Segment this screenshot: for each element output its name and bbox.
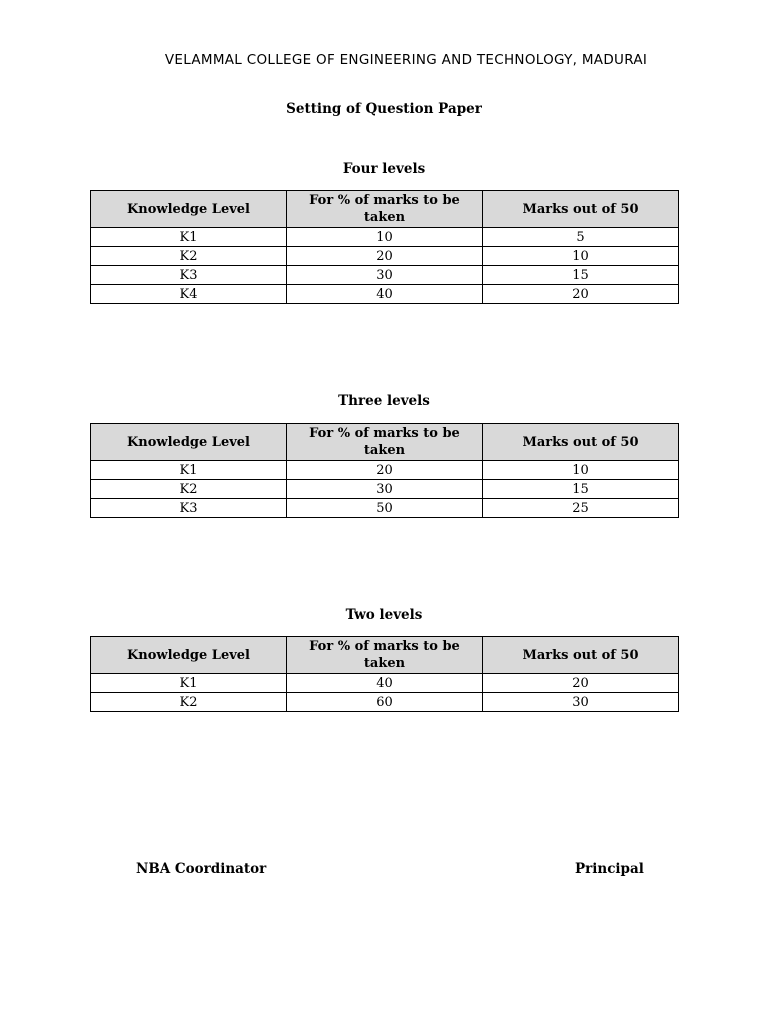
signature-nba-coordinator: NBA Coordinator xyxy=(136,861,267,877)
cell-percent-marks: 40 xyxy=(287,674,483,693)
section-title-four-levels: Four levels xyxy=(342,161,426,177)
cell-percent-marks: 30 xyxy=(287,480,483,499)
column-header-percent-marks: For % of marks to be taken xyxy=(287,424,483,461)
cell-percent-marks: 20 xyxy=(287,247,483,266)
cell-marks: 20 xyxy=(483,285,679,304)
column-header-percent-marks: For % of marks to be taken xyxy=(287,637,483,674)
table-row xyxy=(91,461,679,480)
cell-knowledge-level: K2 xyxy=(91,247,287,266)
table-row xyxy=(91,480,679,499)
cell-marks: 10 xyxy=(483,461,679,480)
table-row xyxy=(91,693,679,712)
cell-marks: 25 xyxy=(483,499,679,518)
table-header-row xyxy=(91,637,679,674)
column-header-marks-out-of-50: Marks out of 50 xyxy=(483,424,679,461)
signature-principal: Principal xyxy=(575,861,644,877)
table-three-levels xyxy=(90,423,679,518)
section-title-three-levels: Three levels xyxy=(338,393,430,409)
college-name: VELAMMAL COLLEGE OF ENGINEERING AND TECHNOLOGY, MADURAI xyxy=(164,52,648,68)
cell-percent-marks: 20 xyxy=(287,461,483,480)
column-header-knowledge-level: Knowledge Level xyxy=(91,191,287,228)
column-header-knowledge-level: Knowledge Level xyxy=(91,637,287,674)
table-header-row xyxy=(91,424,679,461)
cell-knowledge-level: K3 xyxy=(91,499,287,518)
cell-percent-marks: 30 xyxy=(287,266,483,285)
section-title-two-levels: Two levels xyxy=(345,607,423,623)
column-header-knowledge-level: Knowledge Level xyxy=(91,424,287,461)
column-header-marks-out-of-50: Marks out of 50 xyxy=(483,637,679,674)
cell-percent-marks: 40 xyxy=(287,285,483,304)
cell-marks: 30 xyxy=(483,693,679,712)
table-two-levels xyxy=(90,636,679,712)
cell-marks: 5 xyxy=(483,228,679,247)
table-four-levels xyxy=(90,190,679,304)
cell-knowledge-level: K2 xyxy=(91,693,287,712)
cell-percent-marks: 10 xyxy=(287,228,483,247)
table-row xyxy=(91,285,679,304)
column-header-marks-out-of-50: Marks out of 50 xyxy=(483,191,679,228)
cell-percent-marks: 50 xyxy=(287,499,483,518)
cell-knowledge-level: K1 xyxy=(91,674,287,693)
table-row xyxy=(91,228,679,247)
cell-marks: 20 xyxy=(483,674,679,693)
cell-knowledge-level: K2 xyxy=(91,480,287,499)
document-title: Setting of Question Paper xyxy=(286,101,482,117)
cell-marks: 10 xyxy=(483,247,679,266)
cell-marks: 15 xyxy=(483,266,679,285)
cell-knowledge-level: K1 xyxy=(91,228,287,247)
cell-knowledge-level: K4 xyxy=(91,285,287,304)
table-row xyxy=(91,499,679,518)
table-row xyxy=(91,674,679,693)
table-row xyxy=(91,266,679,285)
column-header-percent-marks: For % of marks to be taken xyxy=(287,191,483,228)
cell-knowledge-level: K3 xyxy=(91,266,287,285)
table-row xyxy=(91,247,679,266)
cell-marks: 15 xyxy=(483,480,679,499)
cell-percent-marks: 60 xyxy=(287,693,483,712)
cell-knowledge-level: K1 xyxy=(91,461,287,480)
table-header-row xyxy=(91,191,679,228)
